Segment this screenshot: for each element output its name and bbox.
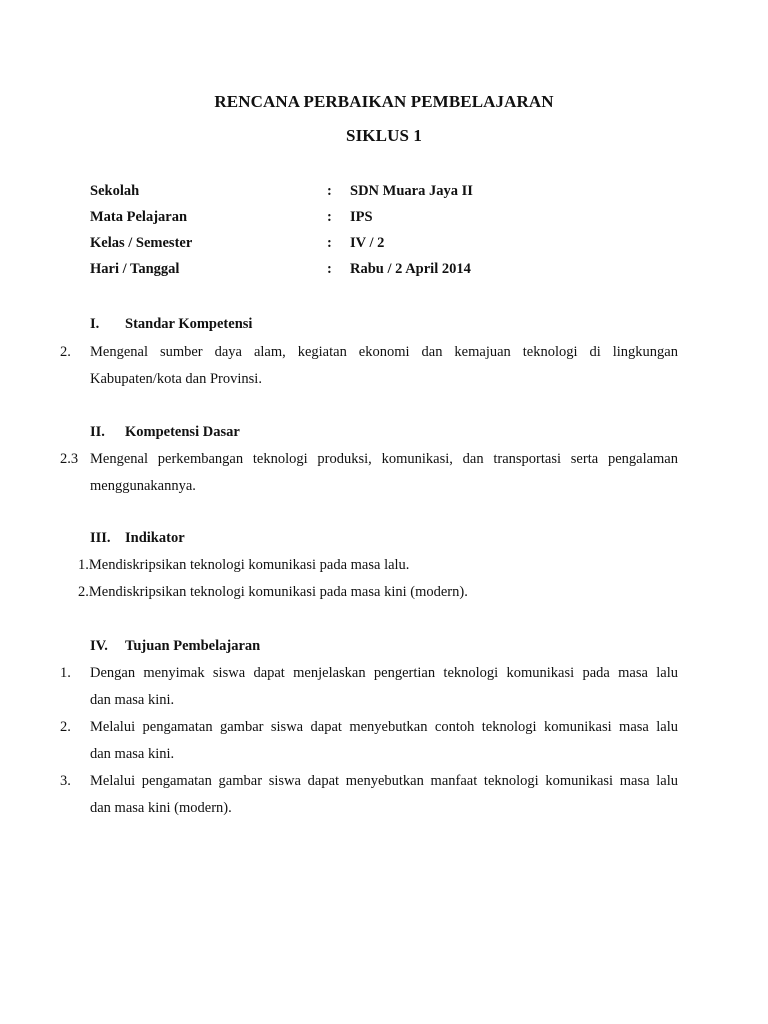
identity-colon: :: [327, 261, 332, 277]
identity-value: SDN Muara Jaya II: [350, 183, 473, 199]
document-title: RENCANA PERBAIKAN PEMBELAJARAN: [214, 92, 554, 111]
section-title: Standar Kompetensi: [125, 316, 253, 332]
section-title: Tujuan Pembelajaran: [125, 638, 261, 654]
item-line-1: Dengan menyimak siswa dapat menjelaskan pengertian teknologi komunikasi pada masa lalu: [90, 665, 678, 681]
identity-colon: :: [327, 209, 332, 225]
item-body: [90, 768, 678, 822]
identity-value: Rabu / 2 April 2014: [350, 261, 471, 277]
section-numeral: I.: [90, 316, 100, 332]
section-title: Kompetensi Dasar: [125, 424, 240, 440]
identity-label: Mata Pelajaran: [90, 209, 188, 225]
document-subtitle: SIKLUS 1: [346, 126, 422, 145]
item-number: 3.: [60, 773, 71, 789]
item-body: [90, 339, 678, 393]
indikator-item: 2.Mendiskripsikan teknologi komunikasi pada masa kini (modern).: [78, 584, 468, 600]
item-number: 2.: [60, 344, 71, 360]
item-line-2: dan masa kini (modern).: [90, 800, 232, 816]
identity-label: Sekolah: [90, 183, 140, 199]
identity-row-subject: [90, 209, 710, 229]
item-body: [90, 446, 678, 500]
indikator-item: 1.Mendiskripsikan teknologi komunikasi pada masa lalu.: [78, 557, 410, 573]
item-line-1: Melalui pengamatan gambar siswa dapat menyebutkan contoh teknologi komunikasi masa lalu: [90, 719, 678, 735]
identity-row-class: [90, 235, 710, 255]
item-body: [90, 714, 678, 768]
item-line-1: Mengenal perkembangan teknologi produksi, komunikasi, dan transportasi serta pengalaman: [90, 451, 678, 467]
item-line-2: dan masa kini.: [90, 746, 175, 762]
item-number: 2.: [60, 719, 71, 735]
tujuan-item-1: [60, 660, 678, 714]
item-number: 1.: [60, 665, 71, 681]
item-line-2: Kabupaten/kota dan Provinsi.: [90, 371, 262, 387]
item-line-1: Mengenal sumber daya alam, kegiatan ekonomi dan kemajuan teknologi di lingkungan: [90, 344, 678, 360]
identity-value: IPS: [350, 209, 373, 225]
kompetensi-item: [60, 446, 678, 500]
item-line-1: Melalui pengamatan gambar siswa dapat menyebutkan manfaat teknologi komunikasi masa lalu: [90, 773, 678, 789]
section-numeral: II.: [90, 424, 105, 440]
identity-label: Hari / Tanggal: [90, 261, 180, 277]
item-line-2: dan masa kini.: [90, 692, 175, 708]
section-numeral: IV.: [90, 638, 108, 654]
tujuan-item-2: [60, 714, 678, 768]
identity-row-school: [90, 183, 710, 203]
identity-label: Kelas / Semester: [90, 235, 193, 251]
tujuan-item-3: [60, 768, 678, 822]
identity-row-date: [90, 261, 710, 281]
identity-value: IV / 2: [350, 235, 385, 251]
item-body: [90, 660, 678, 714]
section-title: Indikator: [125, 530, 185, 546]
standar-item: [60, 339, 678, 393]
identity-colon: :: [327, 183, 332, 199]
section-numeral: III.: [90, 530, 111, 546]
item-number: 2.3: [60, 451, 79, 467]
identity-colon: :: [327, 235, 332, 251]
item-line-2: menggunakannya.: [90, 478, 196, 494]
